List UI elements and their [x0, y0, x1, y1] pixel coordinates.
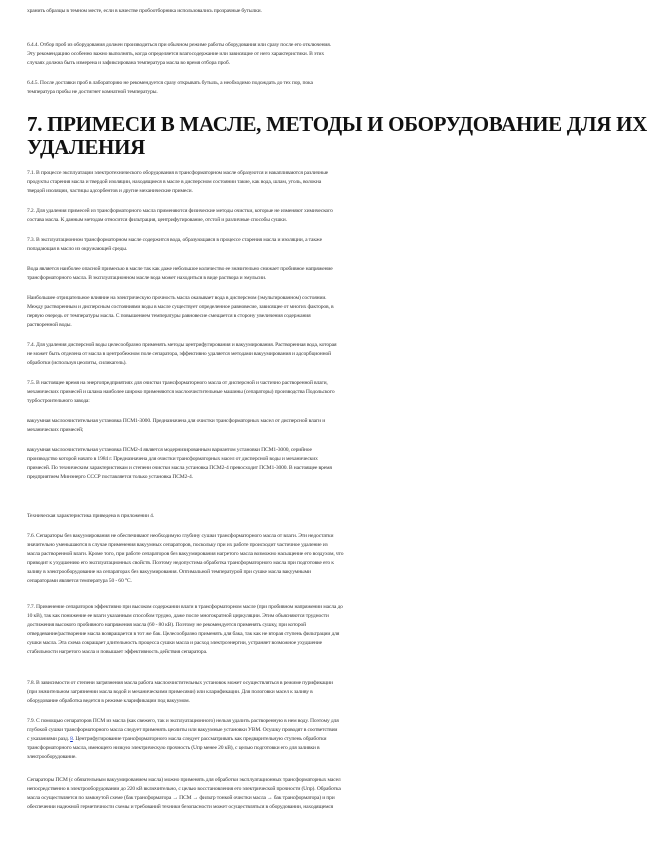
- paragraph-line: сушки масла. Эта схема сокращает длительность процесса сушки масла и расход электроэнергии, устраняет возможное ухудшение: [27, 640, 322, 646]
- paragraph-line: масла осуществляется по замкнутой схеме (бак трансформатора → ПСМ → фильтр тонкой очистки масла → бак трансформатора) и при: [27, 795, 335, 801]
- paragraph-line: не может быть отделена от масла в центробежном поле сепаратора, эффективно удаляется методами вакуумирования и адсорбционной: [27, 351, 331, 357]
- paragraph-line: [27, 735, 568, 744]
- paragraph-line: Техническая характеристика приведена в приложении 4.: [27, 513, 155, 519]
- paragraph-line: растворенной воды.: [27, 322, 72, 328]
- paragraph-line: вакуумная маслоочистительная установка ПСМ1-3000. Предназначена для очистки трансформаторных масел от дисперсной влаги и: [27, 418, 326, 424]
- paragraph-line: продукты старения масла и твердой изоляции, находящиеся в масле в дисперсном состоянии такие, как вода, шлам, уголь, волокна: [27, 179, 322, 185]
- paragraph-line: 7.7. Применение сепараторов эффективно при высоком содержании влаги в трансформаторном масле (при пробивном напряжении масла до: [27, 604, 343, 610]
- paragraph-line: 10 кВ), так как понижение ее влаги указанным способом трудно, даже после многократной циркуляции. Этим объясняются трудности: [27, 613, 329, 619]
- paragraph-line: первую очередь от температуры масла. С повышением температуры равновесие смещается в сторону увеличения содержания: [27, 313, 311, 319]
- paragraph-line: непосредственно в электрооборудовании до 220 кВ включительно, с целью восстановления его электрической прочности (Uпр). Обработка: [27, 786, 341, 792]
- intro-line: температура пробы не достигнет комнатной температуры.: [27, 89, 158, 95]
- paragraph-line: состава масла. К данным методам относится фильтрация, центрифугирование, отстой и различные способы сушки.: [27, 217, 287, 223]
- paragraph-line: сепараторами является температура 50 - 60 °С.: [27, 578, 132, 584]
- paragraph-line: 7.6. Сепараторы без вакуумирования не обеспечивают необходимую глубину сушки трансформаторного масла от влаги. Эти недостатки: [27, 533, 334, 539]
- paragraph-line: значительно уменьшаются в случае применения вакуумных сепараторов, поскольку при их работе происходит частичное удаление из: [27, 542, 328, 548]
- intro-line: 6.4.5. После доставки проб в лабораторию не рекомендуется сразу открывать бутыль, а необходимо подождать до тех пор, пока: [27, 80, 313, 86]
- paragraph-line: Вода является наиболее опасной примесью в масле так как даже небольшое количество ее значительно снижает пробивное напряжение: [27, 266, 333, 272]
- paragraph-line: Между растворенным и дисперсным состояниями воды в масле существует определенное равновесие, зависящее от многих факторов, в: [27, 304, 334, 310]
- paragraph-line: 7.9. С помощью сепараторов ПСМ из масла (как свежего, так и эксплуатационного) нельзя удалить растворенную в нем воду. Поэтому для: [27, 718, 339, 724]
- paragraph-line: вакуумная маслоочистительная установка ПСМ2-4 является модернизированным вариантом установки ПСМ1-3000, серийное: [27, 447, 312, 453]
- paragraph-line: масла растворенной влаги. Кроме того, при работе сепараторов без вакуумирования нагретого масла возможно насыщение его воздухом, что: [27, 551, 344, 557]
- paragraph-line: отвердевание/растворение масла возвращается в тот же бак. Целесообразно применять для бака, так как не вторая ступень фильтрации для: [27, 631, 340, 637]
- paragraph-line: Сепараторы ПСМ (с обязательным вакуумированием масла) можно применять для обработки эксплуатационных трансформаторных масел: [27, 777, 341, 783]
- paragraph-line: примесей. По техническим характеристикам и степени очистки масла установка ПСМ2-4 превосходит ПСМ1-3000. В настоящее время: [27, 465, 332, 471]
- paragraph-line: электрооборудование.: [27, 754, 77, 760]
- paragraph-line: (при значительном загрязнении масла водой и механическими примесями) или кларификации. Для пологовки масел к заливу в: [27, 689, 313, 695]
- paragraph-text: . Центрифугирование трансформаторного масла следует рассматривать как предварительную ступень обработки: [72, 736, 327, 742]
- paragraph-line: 7.1. В процессе эксплуатации электротехнического оборудования в трансформаторном масле образуются и накапливаются различные: [27, 170, 329, 176]
- paragraph-line: трансформаторного масла. В эксплуатационном масле вода может находиться в виде раствора и эмульсии.: [27, 275, 267, 281]
- paragraph-line: турбостроительного завода:: [27, 398, 90, 404]
- paragraph-line: 7.4. Для удаления дисперсной воды целесообразно применять методы центрифугирования и вакуумирования. Растворенная вода, которая: [27, 342, 337, 348]
- paragraph-line: твердой изоляции, частицы адсорбентов и другие механические примеси.: [27, 188, 193, 194]
- paragraph-line: механических примесей и шлама наиболее широко применяются маслоочистительные машины (сепараторы) производства Подольского: [27, 389, 335, 395]
- paragraph-line: 7.5. В настоящее время на энергопредприятиях для очистки трансформаторного масла от дисперсной и частично растворенной влаги,: [27, 380, 328, 386]
- paragraph-line: трансформаторного масла, имеющего низкую электрическую прочность (Uпр менее 20 кВ), с целью подготовки его для заливки в: [27, 745, 320, 751]
- intro-line: Эту рекомендацию особенно важно выполнять, когда определяется влагосодержание или зависящие от него характеристики. В этих: [27, 51, 324, 57]
- paragraph-line: производство которой начато в 1984 г. Предназначена для очистки трансформаторных масел от дисперсной воды и механических: [27, 456, 318, 462]
- paragraph-line: 7.8. В зависимости от степени загрязнения масла работа маслоочистительных установок может осуществляться в режиме пурификации: [27, 680, 333, 686]
- section-title: УДАЛЕНИЯ: [27, 135, 145, 159]
- paragraph-line: предприятием Минэнерго СССР поставляется только установка ПСМ2-4.: [27, 474, 193, 480]
- paragraph-line: механических примесей;: [27, 427, 84, 433]
- intro-line: 6.4.4. Отбор проб из оборудования должен производиться при обычном режиме работы оборудования или сразу после его отключения.: [27, 42, 331, 48]
- paragraph-line: достижения высокого пробивного напряжения масла (60 - 80 кВ). Поэтому не рекомендуется применять сушку, при которой: [27, 622, 306, 628]
- paragraph-line: 7.2. Для удаления примесей из трансформаторного масла применяются физические методы очистки, которые не изменяют химического: [27, 208, 333, 214]
- paragraph-line: Наибольшее отрицательное влияние на электрическую прочность масла оказывает вода в дисперсном (эмульгированном) состоянии.: [27, 295, 327, 301]
- intro-line: случаях должна быть измерена и зафиксирована температура масла во время отбора проб.: [27, 60, 230, 66]
- section-title: 7. ПРИМЕСИ В МАСЛЕ, МЕТОДЫ И ОБОРУДОВАНИЕ ДЛЯ ИХ: [27, 112, 647, 136]
- section-8-link[interactable]: 8: [70, 736, 73, 742]
- intro-line: хранить образцы в темном месте, если в качестве пробоотборника использовались прозрачные бутылки.: [27, 8, 262, 14]
- paragraph-line: обеспечении надежной герметичности схемы и требований техники безопасности может осуществляться в оборудовании, находящемся: [27, 804, 334, 810]
- paragraph-line: заливу в электрооборудование на сепараторах без вакуумирования. Оптимальной температурой при сушке масла вакуумными: [27, 569, 311, 575]
- paragraph-line: глубокой сушки трансформаторного масла следует применять цеолиты или вакуумные установки УВМ. Осушку проводят в соответствии: [27, 727, 338, 733]
- paragraph-line: оборудование обработка ведется в режиме кларификации под вакуумом.: [27, 698, 190, 704]
- paragraph-text: с указаниями разд.: [27, 736, 71, 742]
- paragraph-line: стабильности нагретого масла и повышает эффективность действия сепаратора.: [27, 649, 208, 655]
- paragraph-line: обработки (используя цеолиты, силикагель).: [27, 360, 127, 366]
- paragraph-line: попадающая в масло из окружающей среды.: [27, 246, 128, 252]
- paragraph-line: приводит к ухудшению его эксплуатационных свойств. Поэтому недопустима обработка трансформаторного масла при подготовке его к: [27, 560, 334, 566]
- paragraph-line: 7.3. В эксплуатационном трансформаторном масле содержится вода, образующаяся в процессе старения масла и изоляции, а также: [27, 237, 322, 243]
